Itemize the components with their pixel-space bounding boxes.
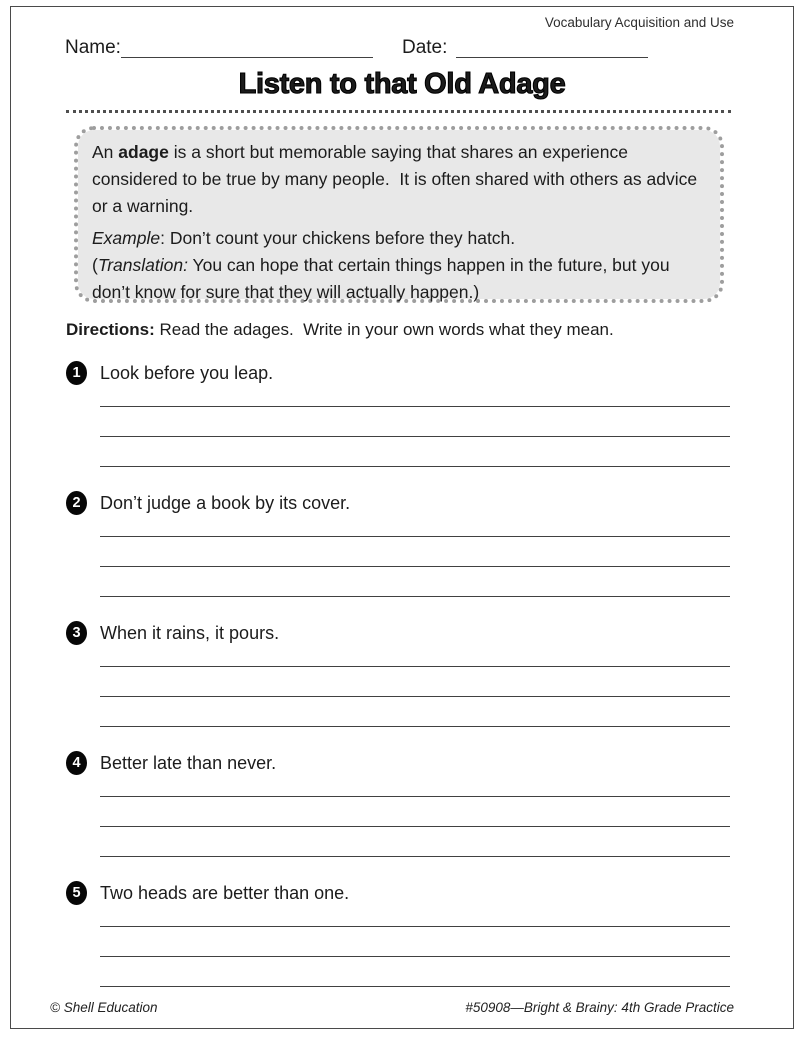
translation-open-paren: ( [92, 255, 98, 275]
date-label: Date: [401, 37, 448, 58]
adage-item-2 [66, 490, 730, 620]
item-number-badge: 4 [66, 751, 87, 775]
answer-line[interactable] [100, 957, 730, 987]
adage-item-5 [66, 880, 730, 1010]
directions-text: Read the adages. Write in your own words what they mean. [154, 320, 614, 339]
adage-text: Better late than never. [100, 752, 277, 773]
answer-lines [100, 906, 730, 987]
adage-item-head [66, 490, 730, 516]
answer-line[interactable] [100, 827, 730, 857]
item-number-badge: 5 [66, 881, 87, 905]
definition-paragraph [92, 139, 706, 220]
strand-header: Vocabulary Acquisition and Use [544, 15, 734, 30]
answer-line[interactable] [100, 437, 730, 467]
adage-text: Look before you leap. [100, 362, 274, 383]
dotted-divider [66, 110, 731, 113]
answer-line[interactable] [100, 516, 730, 537]
definition-term: adage [118, 142, 169, 162]
item-number-badge: 1 [66, 361, 87, 385]
directions [66, 320, 730, 340]
definition-intro-suffix: is a short but memorable saying that shares an experience considered to be true by many people. It is often shared with others as advice or a warning. [92, 142, 702, 216]
answer-line[interactable] [100, 697, 730, 727]
adage-item-3 [66, 620, 730, 750]
answer-line[interactable] [100, 567, 730, 597]
answer-line[interactable] [100, 797, 730, 827]
definition-intro-prefix: An [92, 142, 119, 162]
definition-box [74, 126, 724, 303]
answer-lines [100, 776, 730, 857]
adage-item-head [66, 360, 730, 386]
adage-list [66, 360, 730, 1010]
name-date-row [65, 37, 648, 58]
adage-item-4 [66, 750, 730, 880]
answer-lines [100, 386, 730, 467]
translation-label: Translation: [97, 255, 188, 275]
example-label: Example [92, 228, 161, 248]
answer-line[interactable] [100, 667, 730, 697]
adage-item-1 [66, 360, 730, 490]
example-paragraph [92, 225, 706, 306]
translation-text: You can hope that certain things happen in the future, but you don’t know for sure that they will actually happen.) [92, 255, 675, 302]
name-label: Name: [65, 37, 121, 58]
item-number-badge: 2 [66, 491, 87, 515]
answer-line[interactable] [100, 386, 730, 407]
item-number-badge: 3 [66, 621, 87, 645]
adage-item-head [66, 880, 730, 906]
answer-lines [100, 516, 730, 597]
answer-lines [100, 646, 730, 727]
adage-item-head [66, 750, 730, 776]
footer-publisher: © Shell Education [50, 1000, 158, 1015]
adage-item-head [66, 620, 730, 646]
answer-line[interactable] [100, 407, 730, 437]
answer-line[interactable] [100, 646, 730, 667]
adage-text: Two heads are better than one. [100, 882, 350, 903]
adage-text: Don’t judge a book by its cover. [100, 492, 351, 513]
answer-line[interactable] [100, 927, 730, 957]
answer-line[interactable] [100, 776, 730, 797]
footer-book-title: #50908—Bright & Brainy: 4th Grade Practice [465, 1000, 734, 1015]
page-title: Listen to that Old Adage [238, 68, 566, 100]
adage-text: When it rains, it pours. [100, 622, 280, 643]
example-text: : Don’t count your chickens before they hatch. [160, 228, 516, 248]
answer-line[interactable] [100, 906, 730, 927]
date-input-line[interactable] [456, 37, 648, 58]
answer-line[interactable] [100, 537, 730, 567]
name-input-line[interactable] [121, 37, 373, 58]
directions-label: Directions: [66, 320, 155, 339]
